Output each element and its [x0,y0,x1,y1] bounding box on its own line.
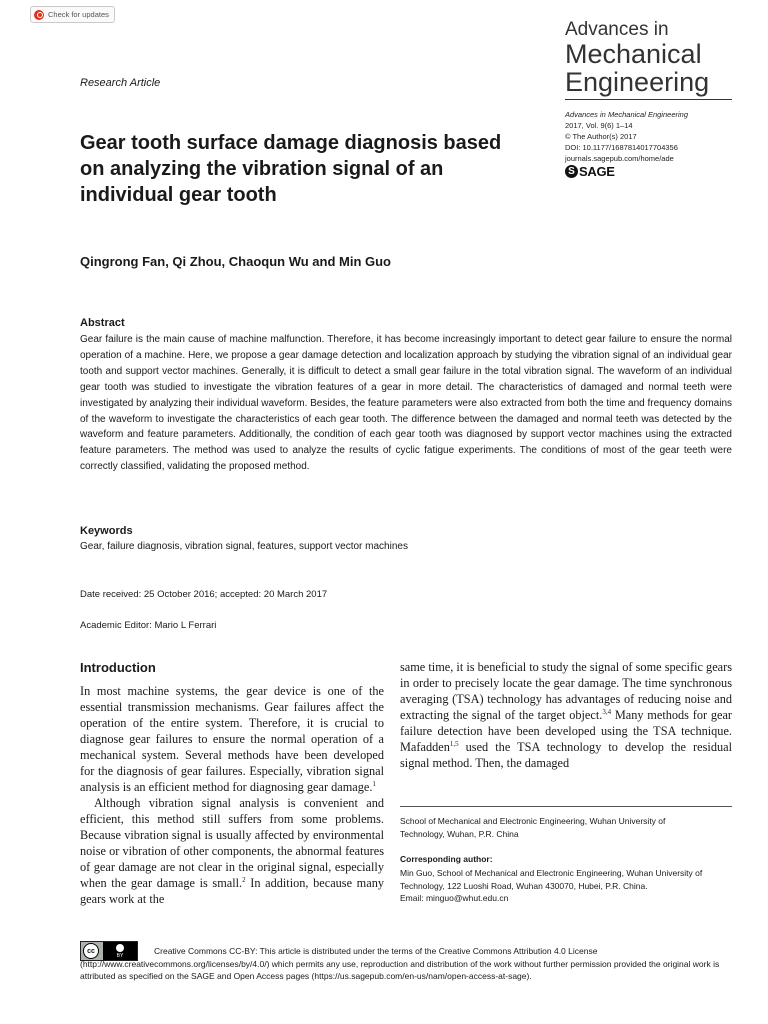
body-column-right [400,659,732,771]
license-text: Creative Commons CC-BY: This article is distributed under the terms of the Creative Commons Attribution 4.0 License (http://www.creativecommons.org/licenses/by/4.0/) which permits any use, reproduction and distribution of the work without further permission provided the original work is attributed as specified on the SAGE and Open Access pages (https://us.sagepub.com/en-us/nam/open-access-at-sage). [80,946,720,981]
keywords-heading: Keywords [80,525,133,537]
academic-editor: Academic Editor: Mario L Ferrari [80,620,217,631]
affiliation-divider [400,806,732,807]
update-check-icon [34,10,44,20]
article-type: Research Article [80,77,161,89]
keywords-text: Gear, failure diagnosis, vibration signal, features, support vector machines [80,541,408,552]
sage-logo-text: SAGE [579,164,615,179]
sage-logo [565,164,615,179]
citation-ref[interactable]: 2 [242,875,246,884]
corresponding-author-email[interactable]: Email: minguo@whut.edu.cn [400,893,509,903]
abstract-text: Gear failure is the main cause of machine malfunction. Therefore, it has become increasingly important to detect gear failure to ensure the normal operation of a machine. Here, we propose a gear damage detection and localization approach by studying the vibration signal of an individual gear tooth and support vector machines. Generally, it is difficult to detect a small gear failure in the total vibration signal. The waveform of an individual gear tooth was studied to investigate the vibration features of a gear in more detail. The characteristics of damaged and normal teeth were investigated by analyzing their individual waveform. Besides, the feature parameters were also extracted from both the time and frequency domains of the waveform to investigate the characteristics of each gear tooth. The difference between the damaged and normal teeth was detected by the waveform and feature parameters. Additionally, the condition of each gear tooth was diagnosed by support vector machines using the extracted feature parameters. The method was used to analyze the results of cyclic fatigue experiments. The conditions of most of the gear teeth were correctly classified, validating the proposed method. [80,334,733,473]
date-received: Date received: 25 October 2016; accepted: 20 March 2017 [80,589,328,600]
author-list: Qingrong Fan, Qi Zhou, Chaoqun Wu and Min Guo [80,254,391,269]
intro-paragraph-2-continued: same time, it is beneficial to study the signal of some specific gears in order to precisely locate the gear damage. The time synchronous averaging (TSA) technology has advantages of reducing noise and extracting the signal of the target object.$^{3,4}$ Many methods for gear failure detection have been developed using the TSA technique. Mafadden$^{1,5}$ used the TSA technology to develop the residual signal method. Then, the damaged [400,660,733,770]
article-title: Gear tooth surface damage diagnosis based on analyzing the vibration signal of an individual gear tooth [80,132,502,206]
citation-ref[interactable]: 1,5 [449,739,459,748]
intro-paragraph-1: In most machine systems, the gear device is one of the essential transmission mechanisms. Gear failures affect the operation of the entire system. Therefore, it is crucial to diagnose gear failures to ensure the normal operation of a mechanical system. Several methods have been developed for the diagnosis of gear failures. Especially, vibration signal analysis is an efficient method for diagnosing gear damage.$^1$ [80,684,384,794]
meta-journal-url[interactable]: journals.sagepub.com/home/ade [565,154,674,163]
sage-s-icon: S [565,165,578,178]
corresponding-author-heading: Corresponding author: [400,854,493,864]
citation-ref[interactable]: 3,4 [602,707,612,716]
meta-copyright: © The Author(s) 2017 [565,132,637,141]
check-for-updates-button[interactable] [30,6,115,23]
body-column-left [80,683,384,907]
introduction-heading: Introduction [80,660,156,675]
journal-name-line-1: Advances in [565,19,669,40]
author-affiliation: School of Mechanical and Electronic Engineering, Wuhan University of Technology, Wuhan, P.R. China [400,816,666,839]
meta-volume: 2017, Vol. 9(6) 1–14 [565,121,633,130]
meta-journal-name: Advances in Mechanical Engineering [565,110,688,119]
license-statement [80,945,732,983]
corresponding-author-details [400,867,710,905]
citation-ref[interactable]: 1 [372,779,376,788]
journal-divider [565,99,732,100]
meta-doi[interactable]: DOI: 10.1177/1687814017704356 [565,143,678,152]
journal-name-line-3: Engineering [565,67,710,97]
intro-paragraph-2: Although vibration signal analysis is convenient and efficient, this method still suffers from some problems. Because vibration signal is usually affected by environmental noise or vibration of other components, the abnormal features of gear damage are not clear in the original signal, especially when the gear damage is small.$^2$ In addition, because many gears work at the [80,796,384,906]
abstract-heading: Abstract [80,317,125,329]
by-label: BY [116,952,124,959]
check-for-updates-label: Check for updates [48,10,109,19]
journal-metadata [565,109,688,164]
corresponding-author-address: Min Guo, School of Mechanical and Electronic Engineering, Wuhan University of Technology, 122 Luoshi Road, Wuhan 430070, Hubei, P.R. China. [400,868,703,891]
journal-logo [565,20,745,96]
cc-icon: cc [83,943,99,959]
journal-name-line-2: Mechanical [565,39,702,69]
